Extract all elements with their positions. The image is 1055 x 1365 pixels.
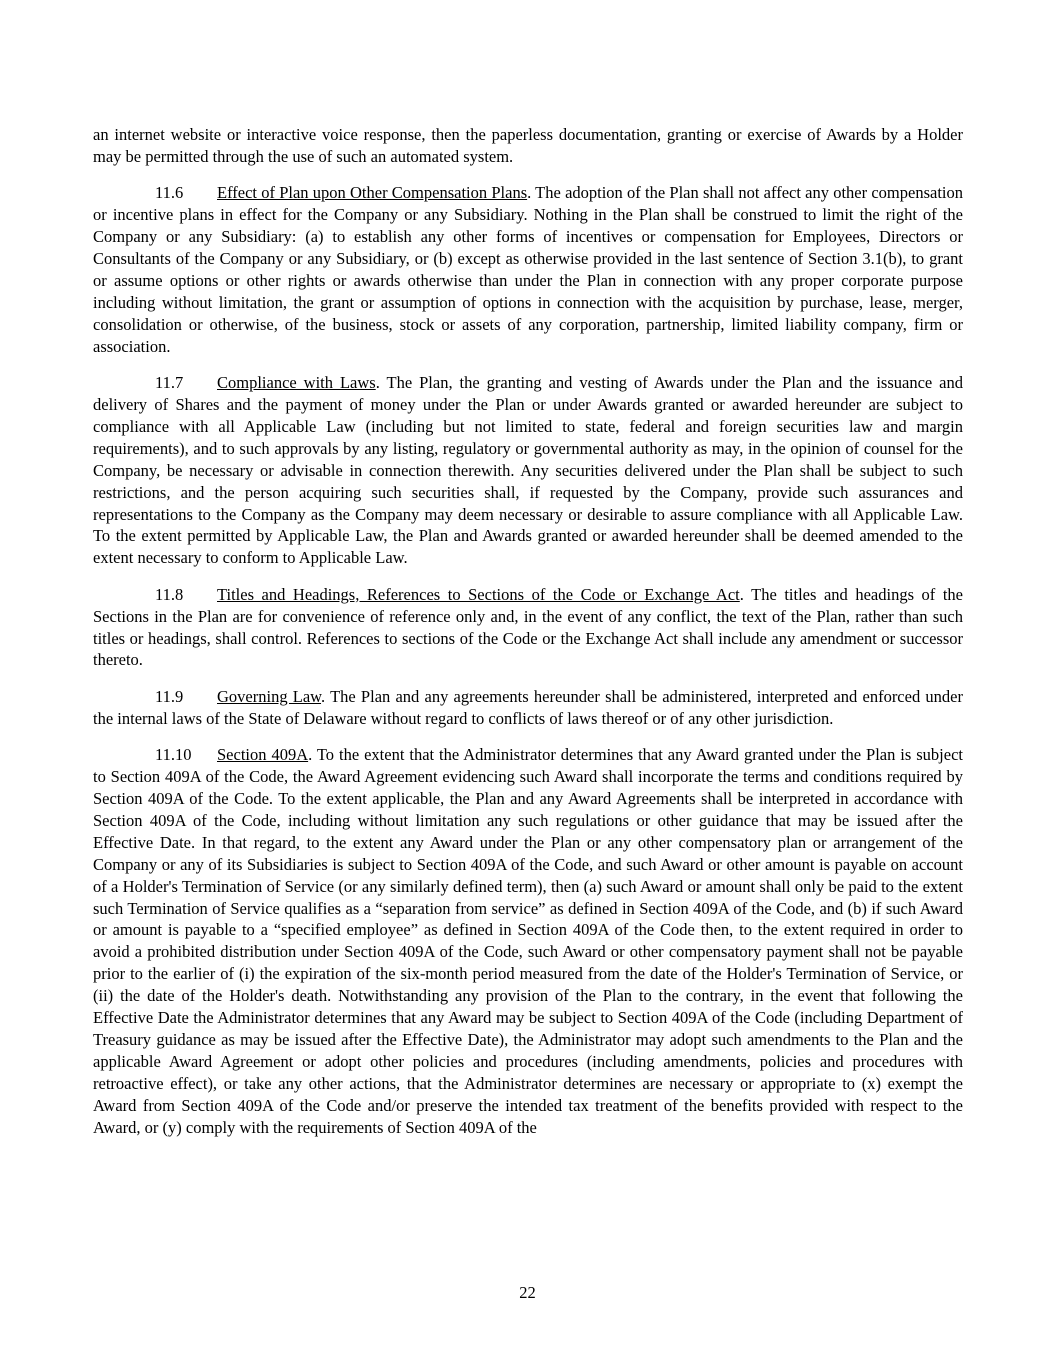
section-11-10 xyxy=(93,744,963,1138)
section-number: 11.8 xyxy=(155,584,184,604)
section-title: Effect of Plan upon Other Compensation Plans xyxy=(217,183,528,203)
section-11-8 xyxy=(93,584,963,672)
section-title: Section 409A xyxy=(217,745,309,765)
section-title: Compliance with Laws xyxy=(217,373,376,393)
section-11-9 xyxy=(93,686,963,730)
intro-paragraph: an internet website or interactive voice response, then the paperless documentation, granting or exercise of Awards by a Holder may be permitted through the use of such an automated system. xyxy=(93,125,963,166)
section-body: . The Plan and any agreements hereunder shall be administered, interpreted and enforced under the internal laws of the State of Delaware without regard to conflicts of laws thereof or of any other jurisdiction. xyxy=(93,686,963,728)
section-number: 11.7 xyxy=(155,373,184,393)
section-title: Titles and Headings, References to Sections of the Code or Exchange Act xyxy=(217,584,740,604)
section-11-7 xyxy=(93,372,963,569)
document-page xyxy=(93,124,963,1153)
section-body: . The Plan, the granting and vesting of Awards under the Plan and the issuance and delivery of Shares and the payment of money under the Plan or under Awards granted or awarded hereunder are subject to compliance with all Applicable Law (including but not limited to state, federal and foreign securities law and margin requirements), and to such approvals by any listing, regulatory or governmental authority as may, in the opinion of counsel for the Company, be necessary or advisable in connection therewith. Any securities delivered under the Plan shall be subject to such restrictions, and the person acquiring such securities shall, if requested by the Company, provide such assurances and representations to the Company as the Company may deem necessary or desirable to assure compliance with all Applicable Law. To the extent permitted by Applicable Law, the Plan and Awards granted or awarded hereunder shall be deemed amended to the extent necessary to conform to Applicable Law. xyxy=(93,373,963,568)
section-number: 11.6 xyxy=(155,183,184,203)
section-title: Governing Law xyxy=(217,686,322,706)
section-number: 11.9 xyxy=(155,686,184,706)
section-body: . To the extent that the Administrator determines that any Award granted under the Plan is subject to Section 409A of the Code, the Award Agreement evidencing such Award shall incorporate the terms and conditions required by Section 409A of the Code. To the extent applicable, the Plan and any Award Agreements shall be interpreted in accordance with Section 409A of the Code, including without limitation any such regulations or other guidance that may be issued after the Effective Date. In that regard, to the extent any Award under the Plan or any other compensatory plan or arrangement of the Company or any of its Subsidiaries is subject to Section 409A of the Code, and such Award or other amount is payable on account of a Holder's Termination of Service (or any similarly defined term), then (a) such Award or amount shall only be paid to the extent such Termination of Service qualifies as a “separation from service” as defined in Section 409A of the Code, and (b) if such Award or amount is payable to a “specified employee” as defined in Section 409A of the Code then, to the extent required in order to avoid a prohibited distribution under Section 409A of the Code, such Award or other compensatory payment shall not be payable prior to the earlier of (i) the expiration of the six-month period measured from the date of the Holder's Termination of Service, or (ii) the date of the Holder's death. Notwithstanding any provision of the Plan to the contrary, in the event that following the Effective Date the Administrator determines that any Award may be subject to Section 409A of the Code (including Department of Treasury guidance as may be issued after the Effective Date), the Administrator may adopt such amendments to the Plan and the applicable Award Agreement or adopt other policies and procedures (including amendments, policies and procedures with retroactive effect), or take any other actions, that the Administrator determines are necessary or appropriate to (x) exempt the Award from Section 409A of the Code and/or preserve the intended tax treatment of the benefits provided with respect to the Award, or (y) comply with the requirements of Section 409A of the xyxy=(93,745,963,1137)
section-11-6 xyxy=(93,182,963,357)
section-body: . The titles and headings of the Sections in the Plan are for convenience of reference only and, in the event of any conflict, the text of the Plan, rather than such titles or headings, shall control. References to sections of the Code or the Exchange Act shall include any amendment or successor thereto. xyxy=(93,584,963,670)
page-number: 22 xyxy=(519,1283,536,1302)
section-number: 11.10 xyxy=(155,745,192,765)
section-body: . The adoption of the Plan shall not affect any other compensation or incentive plans in effect for the Company or any Subsidiary. Nothing in the Plan shall be construed to limit the right of the Company or any Subsidiary: (a) to establish any other forms of incentives or compensation for Employees, Directors or Consultants of the Company or any Subsidiary, or (b) except as otherwise provided in the last sentence of Section 3.1(b), to grant or assume options or other rights or awards otherwise than under the Plan in connection with any proper corporate purpose including without limitation, the grant or assumption of options in connection with the acquisition by purchase, lease, merger, consolidation or otherwise, of the business, stock or assets of any corporation, partnership, limited liability company, firm or association. xyxy=(93,183,963,356)
